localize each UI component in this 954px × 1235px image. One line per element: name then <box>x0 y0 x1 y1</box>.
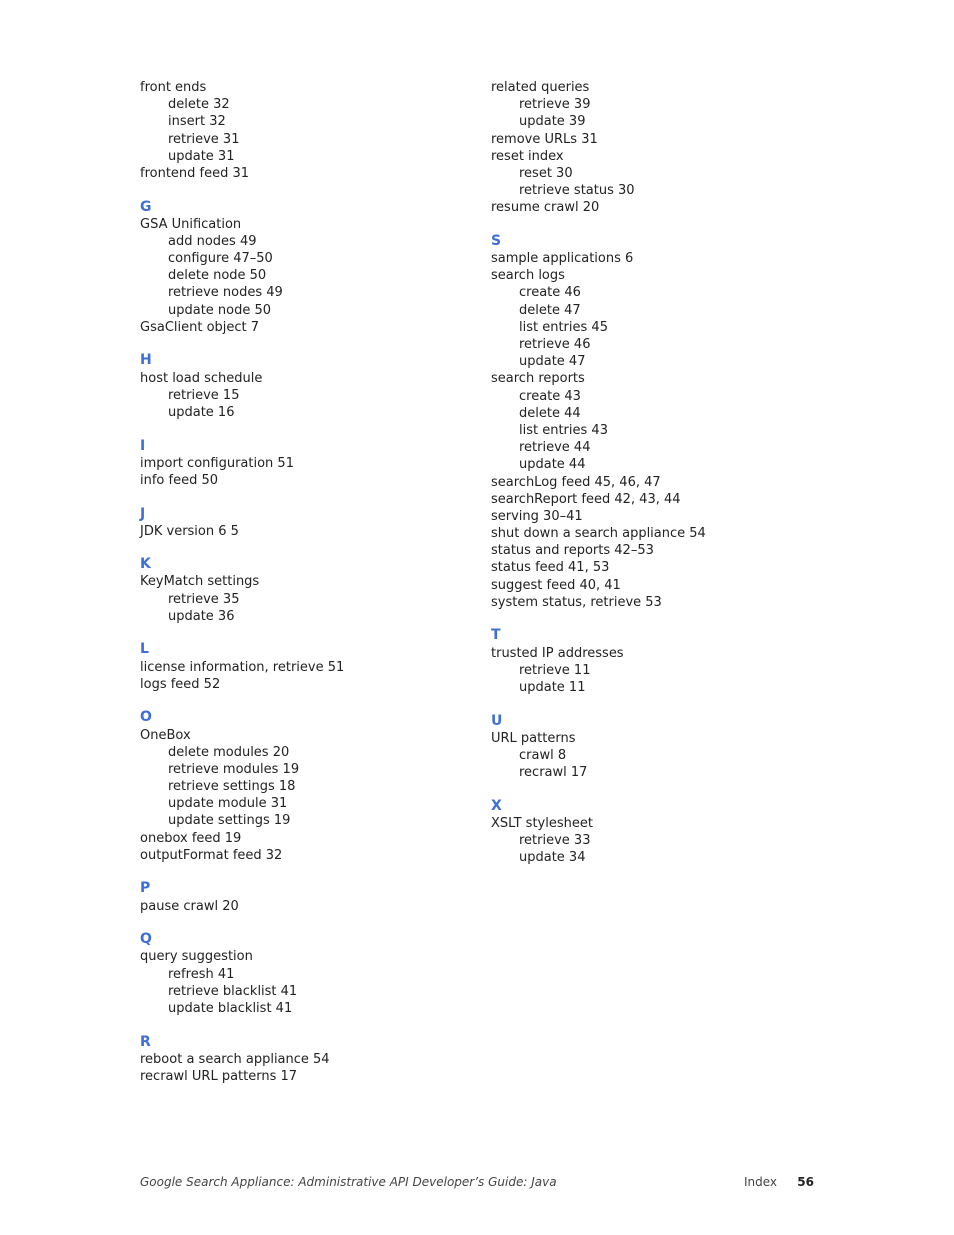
index-entry: pause crawl 20 <box>140 898 239 914</box>
index-subentry: retrieve 11 <box>519 662 591 678</box>
index-subentry: retrieve status 30 <box>519 183 635 199</box>
index-column-left <box>140 79 470 1085</box>
index-subentry: add nodes 49 <box>168 233 257 249</box>
index-entry: GSA Unification <box>140 216 242 232</box>
index-subentry: update 39 <box>519 114 586 130</box>
index-subentry: delete modules 20 <box>168 744 290 760</box>
index-entry: reset index <box>491 148 564 164</box>
index-subentry: retrieve 39 <box>519 97 591 113</box>
index-letter-heading: L <box>140 641 149 658</box>
index-entry: info feed 50 <box>140 472 219 488</box>
footer-document-title: Google Search Appliance: Administrative API Developer’s Guide: Java <box>140 1175 557 1189</box>
index-subentry: retrieve 15 <box>168 387 240 403</box>
index-subentry: refresh 41 <box>168 966 235 982</box>
index-entry: search logs <box>491 268 565 284</box>
index-subentry: update node 50 <box>168 302 272 318</box>
index-entry: system status, retrieve 53 <box>491 594 662 610</box>
index-subentry: retrieve settings 18 <box>168 779 296 795</box>
index-entry: trusted IP addresses <box>491 645 624 661</box>
index-entry: shut down a search appliance 54 <box>491 526 706 542</box>
index-subentry: retrieve 35 <box>168 591 240 607</box>
index-subentry: reset 30 <box>519 165 573 181</box>
index-entry: suggest feed 40, 41 <box>491 577 621 593</box>
index-entry: front ends <box>140 80 207 95</box>
index-entry: resume crawl 20 <box>491 200 600 216</box>
index-letter-heading: I <box>140 437 146 454</box>
index-entry: search reports <box>491 371 585 387</box>
index-entry: logs feed 52 <box>140 676 221 692</box>
index-entry: host load schedule <box>140 370 263 386</box>
index-letter-heading: H <box>140 352 152 369</box>
index-entry: URL patterns <box>491 730 576 746</box>
index-subentry: update 34 <box>519 850 586 866</box>
index-entry: recrawl URL patterns 17 <box>140 1068 298 1084</box>
index-subentry: update settings 19 <box>168 813 291 829</box>
index-subentry: create 43 <box>519 388 581 404</box>
index-letter-heading: G <box>140 198 152 215</box>
index-entry: remove URLs 31 <box>491 131 598 147</box>
index-subentry: update 44 <box>519 457 586 473</box>
index-subentry: configure 47–50 <box>168 251 273 267</box>
index-subentry: update 11 <box>519 679 586 695</box>
index-entry: XSLT stylesheet <box>491 815 593 831</box>
index-subentry: update 47 <box>519 354 586 370</box>
index-letter-heading: R <box>140 1033 151 1050</box>
index-entry: GsaClient object 7 <box>140 319 260 335</box>
index-subentry: retrieve 31 <box>168 131 240 147</box>
index-letter-heading: J <box>140 505 146 522</box>
index-column-right <box>491 79 821 866</box>
index-entry: reboot a search appliance 54 <box>140 1051 330 1067</box>
footer-section-name: Index <box>744 1175 778 1189</box>
index-subentry: retrieve nodes 49 <box>168 285 283 301</box>
index-subentry: update 31 <box>168 148 235 164</box>
index-subentry: crawl 8 <box>519 747 567 763</box>
index-letter-heading: K <box>140 556 151 573</box>
index-entry: KeyMatch settings <box>140 574 260 590</box>
index-letter-heading: O <box>140 709 152 726</box>
index-subentry: insert 32 <box>168 114 226 130</box>
index-entry: OneBox <box>140 727 191 743</box>
index-subentry: retrieve modules 19 <box>168 761 300 777</box>
index-entry: frontend feed 31 <box>140 165 250 181</box>
index-subentry: delete 47 <box>519 302 581 318</box>
index-letter-heading: U <box>491 712 503 729</box>
index-entry: status feed 41, 53 <box>491 560 610 576</box>
index-entry: license information, retrieve 51 <box>140 659 345 675</box>
index-subentry: delete node 50 <box>168 268 267 284</box>
index-subentry: update 36 <box>168 608 235 624</box>
index-letter-heading: S <box>491 232 502 249</box>
index-letter-heading: X <box>491 797 502 814</box>
index-subentry: delete 44 <box>519 405 581 421</box>
index-entry: sample applications 6 <box>491 251 634 267</box>
index-letter-heading: T <box>491 627 501 644</box>
index-entry: searchLog feed 45, 46, 47 <box>491 474 661 490</box>
index-subentry: retrieve 33 <box>519 833 591 849</box>
index-subentry: retrieve blacklist 41 <box>168 983 298 999</box>
index-subentry: create 46 <box>519 285 581 301</box>
index-entry: status and reports 42–53 <box>491 543 654 559</box>
footer-page-number: 56 <box>797 1175 814 1189</box>
page-footer <box>140 1173 814 1191</box>
index-subentry: update module 31 <box>168 796 288 812</box>
index-entry: query suggestion <box>140 949 253 965</box>
index-subentry: update blacklist 41 <box>168 1000 293 1016</box>
index-letter-heading: P <box>140 880 151 897</box>
index-subentry: delete 32 <box>168 97 230 113</box>
index-subentry: update 16 <box>168 404 235 420</box>
index-entry: outputFormat feed 32 <box>140 847 283 863</box>
index-subentry: list entries 43 <box>519 422 608 438</box>
index-subentry: recrawl 17 <box>519 765 588 781</box>
index-subentry: retrieve 46 <box>519 337 591 353</box>
index-entry: onebox feed 19 <box>140 830 242 846</box>
index-entry: import configuration 51 <box>140 455 294 471</box>
index-entry: JDK version 6 5 <box>140 523 239 539</box>
index-subentry: list entries 45 <box>519 319 608 335</box>
index-entry: searchReport feed 42, 43, 44 <box>491 491 681 507</box>
index-entry: related queries <box>491 80 590 95</box>
index-letter-heading: Q <box>140 931 152 948</box>
index-entry: serving 30–41 <box>491 508 583 524</box>
index-subentry: retrieve 44 <box>519 440 591 456</box>
